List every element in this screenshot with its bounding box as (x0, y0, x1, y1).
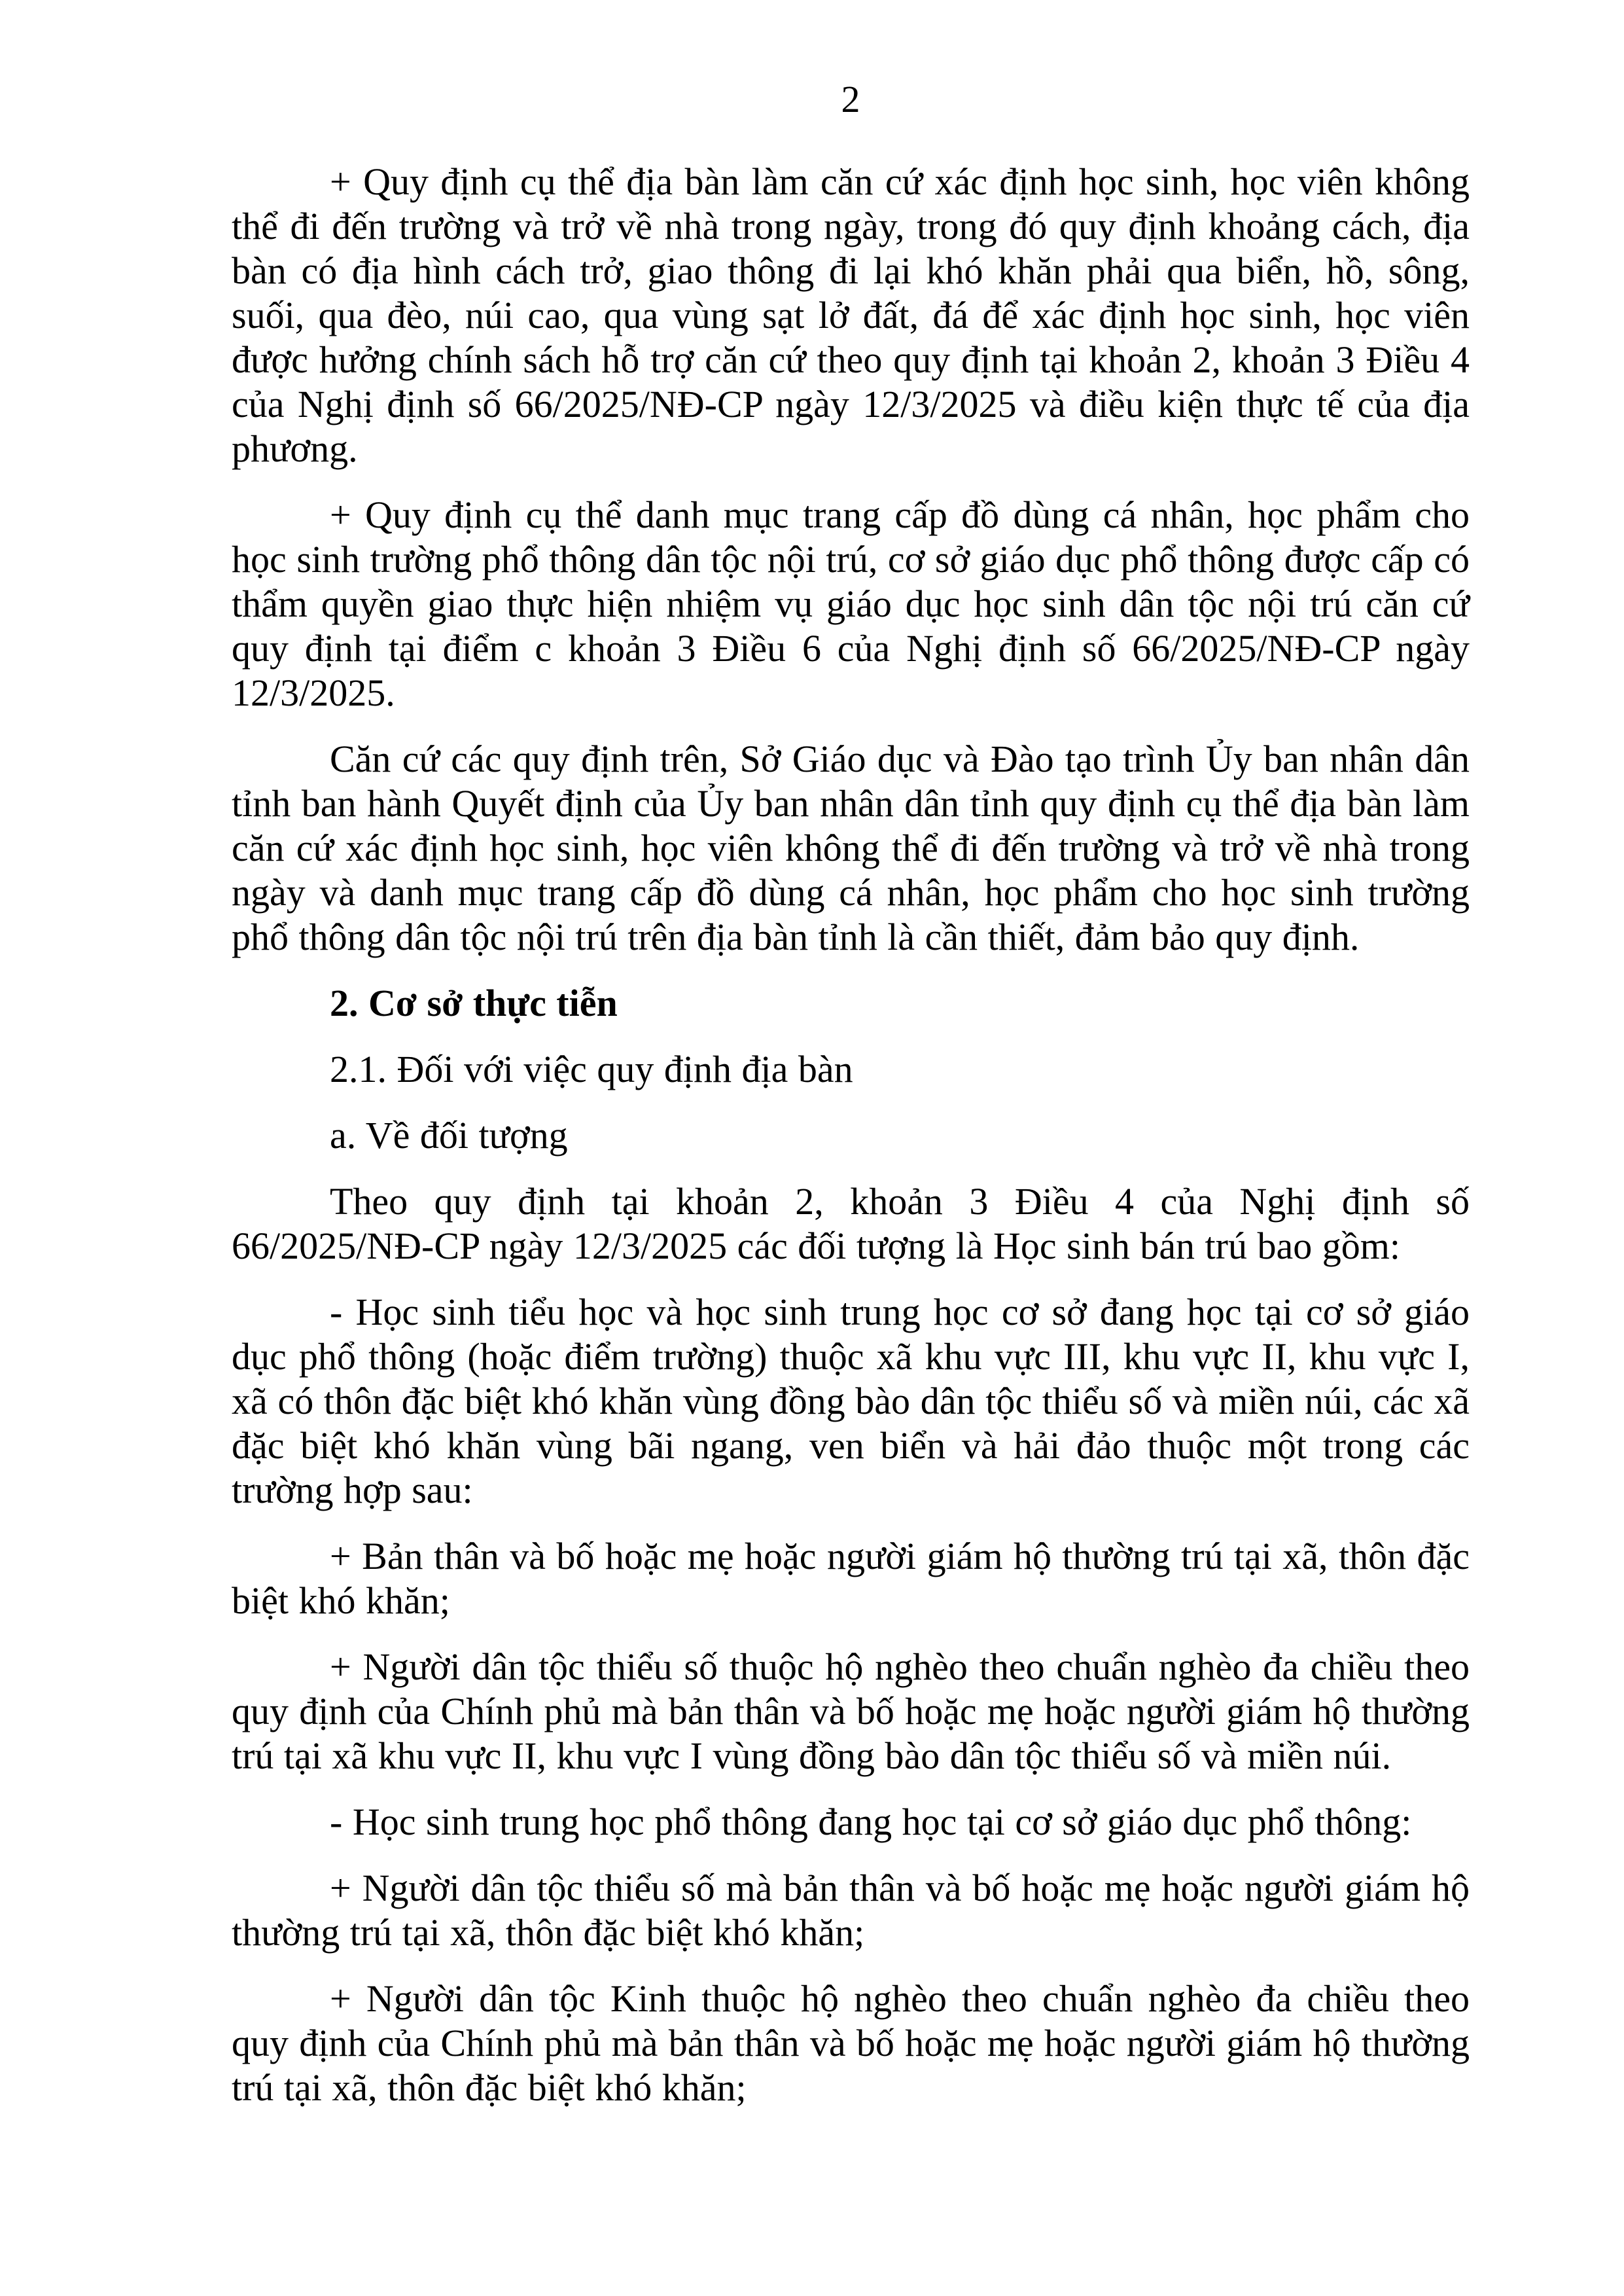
heading-a-ve-doi-tuong: a. Về đối tượng (330, 1114, 568, 1157)
para-dash-hoc-sinh-tieu-hoc: - Học sinh tiểu học và học sinh trung học cơ sở đang học tại cơ sở giáo dục phổ thông (hoặc điểm trường) thuộc xã khu vực III, khu vực II, khu vực I, xã có thôn đặc biệt khó khăn vùng đồng bào dân tộc thiểu số và miền núi, các xã đặc biệt khó khăn vùng bãi ngang, ven biển và hải đảo thuộc một trong các trường hợp sau: (232, 1291, 1470, 1511)
para-plus-dan-toc-thieu-so: + Người dân tộc thiểu số mà bản thân và bố hoặc mẹ hoặc người giám hộ thường trú tại xã, thôn đặc biệt khó khăn; (232, 1867, 1470, 1954)
page-number: 2 (841, 78, 860, 120)
para-plus-ban-than-bo-me: + Bản thân và bố hoặc mẹ hoặc người giám hộ thường trú tại xã, thôn đặc biệt khó khăn; (232, 1535, 1470, 1622)
para-can-cu-cac-quy-dinh: Căn cứ các quy định trên, Sở Giáo dục và Đào tạo trình Ủy ban nhân dân tỉnh ban hành Quyết định của Ủy ban nhân dân tỉnh quy định cụ thể địa bàn làm căn cứ xác định học sinh, học viên không thể đi đến trường và trở về nhà trong ngày và danh mục trang cấp đồ dùng cá nhân, học phẩm cho học sinh trường phổ thông dân tộc nội trú trên địa bàn tỉnh là cần thiết, đảm bảo quy định. (232, 738, 1470, 958)
heading-2-1-quy-dinh-dia-ban: 2.1. Đối với việc quy định địa bàn (330, 1048, 853, 1090)
document-body (232, 160, 1470, 2110)
heading-co-so-thuc-tien: 2. Cơ sở thực tiễn (330, 982, 618, 1024)
para-plus-dan-toc-thieu-so-ho-ngheo: + Người dân tộc thiểu số thuộc hộ nghèo theo chuẩn nghèo đa chiều theo quy định của Chính phủ mà bản thân và bố hoặc mẹ hoặc người giám hộ thường trú tại xã khu vực II, khu vực I vùng đồng bào dân tộc thiểu số và miền núi. (232, 1645, 1470, 1777)
para-theo-quy-dinh: Theo quy định tại khoản 2, khoản 3 Điều 4 của Nghị định số 66/2025/NĐ-CP ngày 12/3/2025 các đối tượng là Học sinh bán trú bao gồm: (232, 1180, 1470, 1267)
para-plus-quy-dinh-dia-ban: + Quy định cụ thể địa bàn làm căn cứ xác định học sinh, học viên không thể đi đến trường và trở về nhà trong ngày, trong đó quy định khoảng cách, địa bàn có địa hình cách trở, giao thông đi lại khó khăn phải qua biển, hồ, sông, suối, qua đèo, núi cao, qua vùng sạt lở đất, đá để xác định học sinh, học viên được hưởng chính sách hỗ trợ căn cứ theo quy định tại khoản 2, khoản 3 Điều 4 của Nghị định số 66/2025/NĐ-CP ngày 12/3/2025 và điều kiện thực tế của địa phương. (232, 160, 1470, 470)
para-plus-quy-dinh-danh-muc: + Quy định cụ thể danh mục trang cấp đồ dùng cá nhân, học phẩm cho học sinh trường phổ thông dân tộc nội trú, cơ sở giáo dục phổ thông được cấp có thẩm quyền giao thực hiện nhiệm vụ giáo dục học sinh dân tộc nội trú căn cứ quy định tại điểm c khoản 3 Điều 6 của Nghị định số 66/2025/NĐ-CP ngày 12/3/2025. (232, 493, 1470, 714)
para-dash-hoc-sinh-thpt: - Học sinh trung học phổ thông đang học tại cơ sở giáo dục phổ thông: (330, 1801, 1412, 1843)
para-plus-dan-toc-kinh: + Người dân tộc Kinh thuộc hộ nghèo theo chuẩn nghèo đa chiều theo quy định của Chính phủ mà bản thân và bố hoặc mẹ hoặc người giám hộ thường trú tại xã, thôn đặc biệt khó khăn; (232, 1977, 1470, 2109)
